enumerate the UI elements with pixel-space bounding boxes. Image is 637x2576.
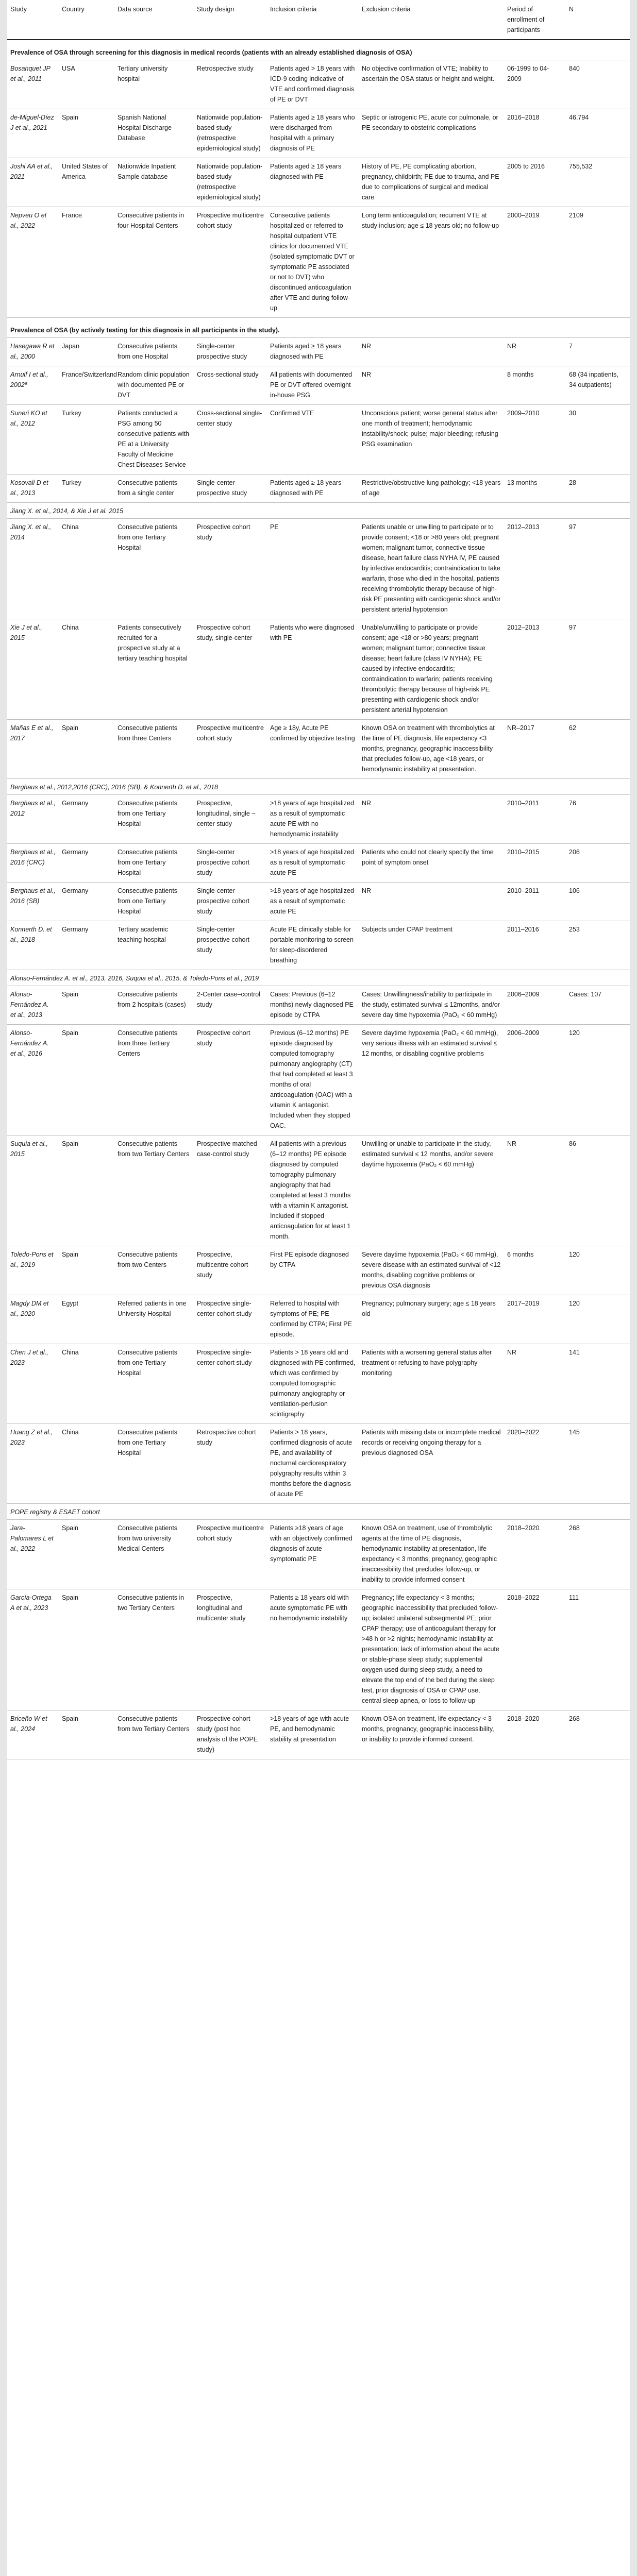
study-group-label: POPE registry & ESAET cohort — [7, 1504, 630, 1520]
cell-country: Spain — [59, 986, 114, 1025]
table-row — [7, 207, 630, 318]
cell-n: 253 — [566, 921, 630, 970]
cell-study-design: Cross-sectional single-center study — [194, 405, 267, 474]
cell-inclusion-criteria: Previous (6–12 months) PE episode diagnosed by computed tomography pulmonary angiography (CT) that had completed at least 3 months of oral anticoagulation (OAC) with a vitamin K antagonist. Included when they stopped OAC. — [267, 1025, 359, 1136]
cell-data-source: Random clinic population with documented PE or DVT — [114, 366, 194, 405]
section-heading-row — [7, 40, 630, 60]
table-row — [7, 1136, 630, 1246]
table-row — [7, 921, 630, 970]
cell-inclusion-criteria: Patients aged > 18 years with ICD-9 coding indicative of VTE and confirmed diagnosis of PE or DVT — [267, 60, 359, 109]
cell-n: 120 — [566, 1246, 630, 1295]
cell-study: Magdy DM et al., 2020 — [7, 1295, 59, 1344]
cell-exclusion-criteria: Unwilling or unable to participate in the study, estimated survival ≤ 12 months, and/or severe daytime hypoxemia (PaO₂ < 60 mmHg) — [359, 1136, 504, 1246]
cell-country: Spain — [59, 1136, 114, 1246]
cell-exclusion-criteria: Long term anticoagulation; recurrent VTE at study inclusion; age ≤ 18 years old; no follow-up — [359, 207, 504, 318]
cell-data-source: Consecutive patients from two Tertiary Centers — [114, 1710, 194, 1759]
cell-n: 268 — [566, 1710, 630, 1759]
cell-inclusion-criteria: All patients with a previous (6–12 months) PE episode diagnosed by computed tomography pulmonary angiography that had completed at least 3 months with a vitamin K antagonist. Included if stopped anticoagulation for at least 1 month. — [267, 1136, 359, 1246]
cell-country: Germany — [59, 844, 114, 883]
cell-study-design: 2-Center case–control study — [194, 986, 267, 1025]
table-row — [7, 1589, 630, 1710]
cell-exclusion-criteria: No objective confirmation of VTE; Inability to ascertain the OSA status or height and weight. — [359, 60, 504, 109]
cell-study-design: Prospective cohort study, single-center — [194, 619, 267, 720]
cell-period: 2012–2013 — [504, 519, 566, 619]
cell-n: 111 — [566, 1589, 630, 1710]
cell-n: 68 (34 inpatients, 34 outpatients) — [566, 366, 630, 405]
study-group-row — [7, 970, 630, 986]
cell-data-source: Consecutive patients in two Tertiary Centers — [114, 1589, 194, 1710]
cell-period: 2006–2009 — [504, 1025, 566, 1136]
cell-n: 755,532 — [566, 158, 630, 207]
cell-exclusion-criteria: Septic or iatrogenic PE, acute cor pulmonale, or PE secondary to obstetric complications — [359, 109, 504, 158]
cell-data-source: Referred patients in one University Hospital — [114, 1295, 194, 1344]
header-inclusion-criteria: Inclusion criteria — [267, 0, 359, 40]
cell-exclusion-criteria: Pregnancy; life expectancy < 3 months; geographic inaccessibility that precluded follow-up; isolated unilateral subsegmental PE; prior CPAP therapy; use of anticoagulant therapy for >48 h or >2 nights; hemodynamic instability at presentation; lack of information about the acute or stable-phase sleep study; supplemental oxygen used during sleep study, a need to elevate the top end of the bed during the sleep test, prior diagnosis of OSA or CPAP use, central sleep apnea, or loss to follow-up — [359, 1589, 504, 1710]
cell-study: Nepveu O et al., 2022 — [7, 207, 59, 318]
cell-period: 2017–2019 — [504, 1295, 566, 1344]
cell-country: Germany — [59, 883, 114, 921]
cell-inclusion-criteria: Cases: Previous (6–12 months) newly diagnosed PE episode by CTPA — [267, 986, 359, 1025]
cell-exclusion-criteria: History of PE, PE complicating abortion, pregnancy, childbirth; PE due to trauma, and PE due to complications of surgical and medical care — [359, 158, 504, 207]
cell-period: 2010–2011 — [504, 883, 566, 921]
cell-country: Japan — [59, 338, 114, 366]
cell-study-design: Prospective, longitudinal, single – center study — [194, 795, 267, 844]
cell-period: 2018–2022 — [504, 1589, 566, 1710]
cell-study-design: Prospective multicentre cohort study — [194, 1520, 267, 1589]
header-country: Country — [59, 0, 114, 40]
cell-study: Jara-Palomares L et al., 2022 — [7, 1520, 59, 1589]
cell-data-source: Consecutive patients from one Tertiary Hospital — [114, 795, 194, 844]
cell-study-design: Single-center prospective study — [194, 338, 267, 366]
cell-exclusion-criteria: Patients who could not clearly specify the time point of symptom onset — [359, 844, 504, 883]
cell-inclusion-criteria: Patients aged ≥ 18 years diagnosed with PE — [267, 158, 359, 207]
cell-study-design: Prospective single-center cohort study — [194, 1344, 267, 1424]
cell-exclusion-criteria: Unconscious patient; worse general status after one month of treatment; hemodynamic instability/shock; pulse; major bleeding; refusing PSG examination — [359, 405, 504, 474]
cell-country: Spain — [59, 1710, 114, 1759]
cell-data-source: Consecutive patients from two Tertiary Centers — [114, 1136, 194, 1246]
cell-study: Konnerth D. et al., 2018 — [7, 921, 59, 970]
cell-n: 46,794 — [566, 109, 630, 158]
cell-country: Spain — [59, 720, 114, 779]
table-row — [7, 158, 630, 207]
cell-inclusion-criteria: Patients aged ≥ 18 years who were discharged from hospital with a primary diagnosis of PE — [267, 109, 359, 158]
header-n: N — [566, 0, 630, 40]
cell-country: France/Switzerland — [59, 366, 114, 405]
header-study-design: Study design — [194, 0, 267, 40]
cell-country: USA — [59, 60, 114, 109]
table-body — [7, 40, 630, 1759]
table-row — [7, 795, 630, 844]
cell-period: NR–2017 — [504, 720, 566, 779]
header-period: Period of enrollment of participants — [504, 0, 566, 40]
cell-period: 2010–2011 — [504, 795, 566, 844]
cell-country: Spain — [59, 1520, 114, 1589]
cell-n: 7 — [566, 338, 630, 366]
cell-study: Jiang X. et al., 2014 — [7, 519, 59, 619]
cell-study-design: Prospective cohort study — [194, 519, 267, 619]
cell-country: China — [59, 1344, 114, 1424]
cell-exclusion-criteria: Patients with missing data or incomplete medical records or receiving ongoing therapy for a previous diagnosed OSA — [359, 1424, 504, 1504]
header-study: Study — [7, 0, 59, 40]
cell-exclusion-criteria: NR — [359, 795, 504, 844]
cell-period: 2016–2018 — [504, 109, 566, 158]
cell-data-source: Consecutive patients from a single center — [114, 474, 194, 503]
cell-study: Bosanquet JP et al., 2011 — [7, 60, 59, 109]
cell-data-source: Consecutive patients from one Hospital — [114, 338, 194, 366]
section-heading: Prevalence of OSA through screening for this diagnosis in medical records (patients with an already established diagnosis of OSA) — [7, 40, 630, 60]
cell-study-design: Single-center prospective cohort study — [194, 883, 267, 921]
cell-period: 2000–2019 — [504, 207, 566, 318]
cell-period: 2009–2010 — [504, 405, 566, 474]
table-row — [7, 338, 630, 366]
cell-exclusion-criteria: Known OSA on treatment, use of thrombolytic agents at the time of PE diagnosis, hemodynamic instability at presentation, life expectancy < 3 months, pregnancy, geographic inaccessibility that precludes follow-up, or inability to provide informed consent — [359, 1520, 504, 1589]
cell-exclusion-criteria: Cases: Unwillingness/inability to participate in the study, estimated survival ≤ 12months, and/or severe day time hypoxemia (PaO₂ < 60 mmHg) — [359, 986, 504, 1025]
cell-inclusion-criteria: >18 years of age hospitalized as a result of symptomatic acute PE — [267, 844, 359, 883]
cell-inclusion-criteria: Confirmed VTE — [267, 405, 359, 474]
cell-data-source: Patients consecutively recruited for a prospective study at a tertiary teaching hospital — [114, 619, 194, 720]
cell-period: 06-1999 to 04-2009 — [504, 60, 566, 109]
table-row — [7, 366, 630, 405]
table-row — [7, 1246, 630, 1295]
section-heading: Prevalence of OSA (by actively testing for this diagnosis in all participants in the study). — [7, 318, 630, 338]
table-header — [7, 0, 630, 40]
cell-data-source: Spanish National Hospital Discharge Database — [114, 109, 194, 158]
cell-n: 120 — [566, 1295, 630, 1344]
cell-inclusion-criteria: Patients aged ≥ 18 years diagnosed with PE — [267, 474, 359, 503]
cell-data-source: Consecutive patients from one Tertiary Hospital — [114, 1344, 194, 1424]
table-row — [7, 720, 630, 779]
cell-exclusion-criteria: NR — [359, 366, 504, 405]
cell-data-source: Consecutive patients in four Hospital Centers — [114, 207, 194, 318]
cell-n: 120 — [566, 1025, 630, 1136]
cell-inclusion-criteria: Age ≥ 18y, Acute PE confirmed by objective testing — [267, 720, 359, 779]
cell-country: United States of America — [59, 158, 114, 207]
document-page — [7, 0, 630, 2576]
cell-n: 106 — [566, 883, 630, 921]
cell-study-design: Prospective, longitudinal and multicenter study — [194, 1589, 267, 1710]
cell-study: Xie J et al., 2015 — [7, 619, 59, 720]
cell-data-source: Consecutive patients from two university Medical Centers — [114, 1520, 194, 1589]
study-group-row — [7, 503, 630, 519]
cell-period: 2018–2020 — [504, 1520, 566, 1589]
cell-study-design: Prospective cohort study — [194, 1025, 267, 1136]
cell-inclusion-criteria: >18 years of age hospitalized as a result of symptomatic acute PE with no hemodynamic instability — [267, 795, 359, 844]
cell-data-source: Consecutive patients from two Centers — [114, 1246, 194, 1295]
cell-period: 2006–2009 — [504, 986, 566, 1025]
cell-country: Spain — [59, 1025, 114, 1136]
cell-n: 62 — [566, 720, 630, 779]
cell-n: Cases: 107 — [566, 986, 630, 1025]
cell-country: Germany — [59, 795, 114, 844]
study-group-label: Berghaus et al., 2012,2016 (CRC), 2016 (SB), & Konnerth D. et al., 2018 — [7, 779, 630, 795]
table-row — [7, 1710, 630, 1759]
section-heading-row — [7, 318, 630, 338]
cell-exclusion-criteria: Known OSA on treatment, life expectancy < 3 months, pregnancy, geographic inaccessibility, or inability to provide informed consent. — [359, 1710, 504, 1759]
cell-inclusion-criteria: Patients > 18 years, confirmed diagnosis of acute PE, and availability of nocturnal cardiorespiratory polygraphy results within 3 months before the diagnosis of acute PE — [267, 1424, 359, 1504]
cell-period: NR — [504, 338, 566, 366]
table-row — [7, 405, 630, 474]
cell-study: Berghaus et al., 2016 (CRC) — [7, 844, 59, 883]
cell-n: 76 — [566, 795, 630, 844]
cell-country: Turkey — [59, 405, 114, 474]
cell-exclusion-criteria: NR — [359, 883, 504, 921]
study-group-row — [7, 1504, 630, 1520]
cell-n: 30 — [566, 405, 630, 474]
cell-period: 8 months — [504, 366, 566, 405]
cell-study: Berghaus et al., 2012 — [7, 795, 59, 844]
cell-country: Spain — [59, 1246, 114, 1295]
table-row — [7, 619, 630, 720]
cell-country: Spain — [59, 1589, 114, 1710]
cell-n: 268 — [566, 1520, 630, 1589]
cell-inclusion-criteria: Patients ≥18 years of age with an objectively confirmed diagnosis of acute symptomatic PE — [267, 1520, 359, 1589]
cell-study-design: Single-center prospective cohort study — [194, 844, 267, 883]
cell-period: 2020–2022 — [504, 1424, 566, 1504]
table-row — [7, 1025, 630, 1136]
table-row — [7, 474, 630, 503]
cell-country: China — [59, 519, 114, 619]
cell-data-source: Consecutive patients from one Tertiary Hospital — [114, 883, 194, 921]
cell-study: Suquia et al., 2015 — [7, 1136, 59, 1246]
cell-n: 145 — [566, 1424, 630, 1504]
cell-study: Berghaus et al., 2016 (SB) — [7, 883, 59, 921]
cell-n: 97 — [566, 619, 630, 720]
cell-exclusion-criteria: NR — [359, 338, 504, 366]
cell-n: 28 — [566, 474, 630, 503]
cell-period: 2018–2020 — [504, 1710, 566, 1759]
cell-study: Arnulf I et al., 2002ª — [7, 366, 59, 405]
header-row — [7, 0, 630, 40]
cell-study-design: Prospective, multicentre cohort study — [194, 1246, 267, 1295]
table-row — [7, 1520, 630, 1589]
cell-period: 2010–2015 — [504, 844, 566, 883]
study-group-row — [7, 779, 630, 795]
table-row — [7, 519, 630, 619]
cell-n: 97 — [566, 519, 630, 619]
cell-country: Egypt — [59, 1295, 114, 1344]
cell-study-design: Prospective multicentre cohort study — [194, 720, 267, 779]
cell-n: 86 — [566, 1136, 630, 1246]
cell-study: Alonso-Fernández A. et al., 2016 — [7, 1025, 59, 1136]
cell-exclusion-criteria: Patients with a worsening general status after treatment or refusing to have polygraphy monitoring — [359, 1344, 504, 1424]
cell-study: Mañas E et al., 2017 — [7, 720, 59, 779]
cell-data-source: Consecutive patients from 2 hospitals (cases) — [114, 986, 194, 1025]
cell-n: 206 — [566, 844, 630, 883]
cell-study-design: Prospective matched case-control study — [194, 1136, 267, 1246]
cell-study: Chen J et al., 2023 — [7, 1344, 59, 1424]
cell-data-source: Consecutive patients from one Tertiary Hospital — [114, 1424, 194, 1504]
cell-study-design: Retrospective study — [194, 60, 267, 109]
cell-study-design: Single-center prospective study — [194, 474, 267, 503]
cell-period: NR — [504, 1344, 566, 1424]
table-row — [7, 60, 630, 109]
cell-exclusion-criteria: Restrictive/obstructive lung pathology; <18 years of age — [359, 474, 504, 503]
cell-n: 2109 — [566, 207, 630, 318]
cell-country: Germany — [59, 921, 114, 970]
study-group-label: Alonso-Fernández A. et al., 2013, 2016, Suquia et al., 2015, & Toledo-Pons et al., 2019 — [7, 970, 630, 986]
cell-study-design: Cross-sectional study — [194, 366, 267, 405]
cell-inclusion-criteria: PE — [267, 519, 359, 619]
cell-study: Alonso-Fernández A. et al., 2013 — [7, 986, 59, 1025]
table-row — [7, 883, 630, 921]
cell-study: de-Miguel-Díez J et al., 2021 — [7, 109, 59, 158]
cell-data-source: Consecutive patients from three Centers — [114, 720, 194, 779]
cell-exclusion-criteria: Severe daytime hypoxemia (PaO₂ < 60 mmHg), severe disease with an estimated survival of <12 months, disabling cognitive problems or previous OSA diagnosis — [359, 1246, 504, 1295]
cell-exclusion-criteria: Unable/unwilling to participate or provide consent; age <18 or >80 years; pregnant women; malignant tumor; connective tissue disease; heart failure (class IV NYHA); PE caused by infective endocarditis; contraindication to warfarin; patients receiving thrombolytic therapy because of high-risk PE presenting with cardiogenic shock and/or persistent arterial hypotension — [359, 619, 504, 720]
cell-study-design: Single-center prospective cohort study — [194, 921, 267, 970]
cell-study: Hasegawa R et al., 2000 — [7, 338, 59, 366]
cell-study: García-Ortega A et al., 2023 — [7, 1589, 59, 1710]
cell-inclusion-criteria: All patients with documented PE or DVT offered overnight in-house PSG. — [267, 366, 359, 405]
cell-exclusion-criteria: Pregnancy; pulmonary surgery; age ≤ 18 years old — [359, 1295, 504, 1344]
cell-study-design: Prospective cohort study (post hoc analysis of the POPE study) — [194, 1710, 267, 1759]
cell-exclusion-criteria: Patients unable or unwilling to participate or to provide consent; <18 or >80 years old; pregnant women; malignant tumor, connective tissue disease, heart failure class NYHA IV, PE caused by infective endocarditis; contraindication to take warfarin, those who died in the hospital, patients receiving thrombolytic therapy because of high-risk PE presenting with cardiogenic shock and/or persistent arterial hypotension — [359, 519, 504, 619]
cell-inclusion-criteria: Referred to hospital with symptoms of PE; PE confirmed by CTPA; First PE episode. — [267, 1295, 359, 1344]
cell-exclusion-criteria: Severe daytime hypoxemia (PaO₂ < 60 mmHg), very serious illness with an estimated survival ≤ 12 months, or disabling cognitive problems — [359, 1025, 504, 1136]
cell-country: China — [59, 619, 114, 720]
cell-study-design: Nationwide population-based study (retrospective epidemiological study) — [194, 109, 267, 158]
cell-inclusion-criteria: Patients aged ≥ 18 years diagnosed with PE — [267, 338, 359, 366]
cell-inclusion-criteria: Consecutive patients hospitalized or referred to hospital outpatient VTE clinics for documented VTE (isolated symptomatic DVT or symptomatic PE associated or not to DVT) who discontinued anticoagulation after VTE and during follow-up — [267, 207, 359, 318]
cell-period: 2011–2016 — [504, 921, 566, 970]
table-row — [7, 1424, 630, 1504]
cell-inclusion-criteria: >18 years of age with acute PE, and hemodynamic stability at presentation — [267, 1710, 359, 1759]
table-row — [7, 844, 630, 883]
cell-exclusion-criteria: Subjects under CPAP treatment — [359, 921, 504, 970]
cell-n: 840 — [566, 60, 630, 109]
cell-study-design: Prospective single-center cohort study — [194, 1295, 267, 1344]
table-row — [7, 1295, 630, 1344]
cell-data-source: Patients conducted a PSG among 50 consecutive patients with PE at a University Faculty of Medicine Chest Diseases Service — [114, 405, 194, 474]
table-row — [7, 109, 630, 158]
cell-study: Kosovali D et al., 2013 — [7, 474, 59, 503]
cell-study-design: Nationwide population-based study (retrospective epidemiological study) — [194, 158, 267, 207]
cell-study-design: Retrospective cohort study — [194, 1424, 267, 1504]
cell-data-source: Tertiary academic teaching hospital — [114, 921, 194, 970]
cell-inclusion-criteria: First PE episode diagnosed by CTPA — [267, 1246, 359, 1295]
cell-period: 13 months — [504, 474, 566, 503]
cell-inclusion-criteria: Patients > 18 years old and diagnosed with PE confirmed, which was confirmed by computed tomographic pulmonary angiography or ventilation-perfusion scintigraphy — [267, 1344, 359, 1424]
cell-data-source: Consecutive patients from three Tertiary Centers — [114, 1025, 194, 1136]
cell-data-source: Nationwide Inpatient Sample database — [114, 158, 194, 207]
cell-data-source: Consecutive patients from one Tertiary Hospital — [114, 844, 194, 883]
table-row — [7, 986, 630, 1025]
cell-period: 2012–2013 — [504, 619, 566, 720]
cell-inclusion-criteria: Patients who were diagnosed with PE — [267, 619, 359, 720]
cell-country: Turkey — [59, 474, 114, 503]
cell-country: Spain — [59, 109, 114, 158]
study-group-label: Jiang X. et al., 2014, & Xie J et al. 2015 — [7, 503, 630, 519]
cell-period: 2005 to 2016 — [504, 158, 566, 207]
cell-study: Suneri KO et al., 2012 — [7, 405, 59, 474]
cell-inclusion-criteria: Patients ≥ 18 years old with acute symptomatic PE with no hemodynamic instability — [267, 1589, 359, 1710]
cell-study: Toledo-Pons et al., 2019 — [7, 1246, 59, 1295]
cell-data-source: Tertiary university hospital — [114, 60, 194, 109]
cell-country: France — [59, 207, 114, 318]
cell-study: Huang Z et al., 2023 — [7, 1424, 59, 1504]
cell-exclusion-criteria: Known OSA on treatment with thrombolytics at the time of PE diagnosis, life expectancy <3 months, pregnancy, geographic inaccessibility that precludes follow-up, age <18 years, or hemodynamic instability at presentation. — [359, 720, 504, 779]
cell-period: 6 months — [504, 1246, 566, 1295]
cell-inclusion-criteria: Acute PE clinically stable for portable monitoring to screen for sleep-disordered breathing — [267, 921, 359, 970]
cell-country: China — [59, 1424, 114, 1504]
cell-data-source: Consecutive patients from one Tertiary Hospital — [114, 519, 194, 619]
header-exclusion-criteria: Exclusion criteria — [359, 0, 504, 40]
header-data-source: Data source — [114, 0, 194, 40]
cell-study: Joshi AA et al., 2021 — [7, 158, 59, 207]
studies-table — [7, 0, 630, 1759]
cell-n: 141 — [566, 1344, 630, 1424]
table-row — [7, 1344, 630, 1424]
cell-inclusion-criteria: >18 years of age hospitalized as a result of symptomatic acute PE — [267, 883, 359, 921]
cell-period: NR — [504, 1136, 566, 1246]
cell-study: Briceño W et al., 2024 — [7, 1710, 59, 1759]
cell-study-design: Prospective multicentre cohort study — [194, 207, 267, 318]
